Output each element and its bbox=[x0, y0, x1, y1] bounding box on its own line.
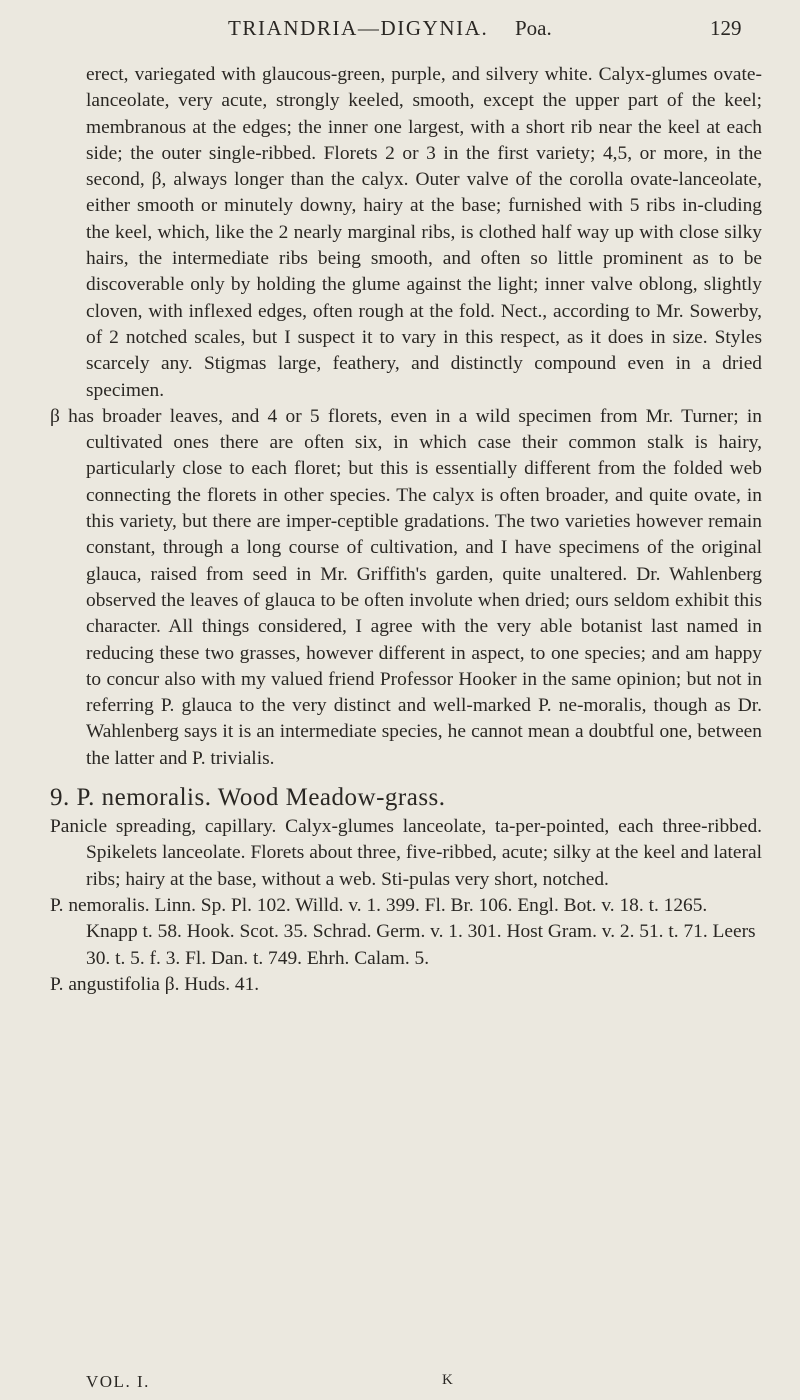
species-heading: 9. P. nemoralis. Wood Meadow-grass. bbox=[50, 784, 446, 812]
synonymy-citation: P. angustifolia β. Huds. 41. bbox=[50, 973, 260, 995]
body-text bbox=[50, 62, 762, 998]
page-footer bbox=[86, 1372, 453, 1396]
paragraph-continuation: erect, variegated with glaucous-green, purple, and silvery white. Calyx-glumes ovate-lanceolate, very acute, strongly keeled, smooth, except the upper part of the keel; membranous at the edges; the inner one largest, with a short rib near the keel at each side; the outer single-ribbed. Florets 2 or 3 in the first variety; 4,5, or more, in the second, β, always longer than the calyx. Outer valve of the corolla ovate-lanceolate, either smooth or minutely downy, hairy at the base; furnished with 5 ribs in-cluding the keel, which, like the 2 nearly marginal ribs, is clothed half way up with close silky hairs, the intermediate ribs being smooth, and often so little prominent as to be discoverable only by holding the glume against the light; inner valve oblong, slightly cloven, with inflexed edges, often rough at the fold. Nect., according to Mr. Sowerby, of 2 notched scales, but I suspect it to vary in this respect, as it does in size. Styles scarcely any. Stigmas large, feathery, and distinctly compound even in a dried specimen. bbox=[86, 64, 762, 401]
running-head-genus: Poa. bbox=[515, 16, 552, 40]
volume-label: VOL. I. bbox=[86, 1372, 150, 1391]
species-description: Panicle spreading, capillary. Calyx-glumes lanceolate, ta-per-pointed, each three-ribbed. Spikelets lanceolate. Florets about three, five-ribbed, acute; silky at the keel and lateral ribs; hairy at the base, without a web. Sti-pulas very short, notched. bbox=[50, 816, 762, 890]
paragraph-variety-beta: β has broader leaves, and 4 or 5 florets, even in a wild specimen from Mr. Turner; in cultivated ones there are often six, in which case their common stalk is hairy, particularly close to each floret; but this is essentially different from the folded web connecting the florets in other species. The calyx is often broader, and quite ovate, in this variety, but there are imper-ceptible gradations. The two varieties however remain constant, through a long course of cultivation, and I have specimens of the original glauca, raised from seed in Mr. Griffith's garden, quite unaltered. Dr. Wahlenberg observed the leaves of glauca to be often involute when dried; ours seldom exhibit this character. All things considered, I agree with the very able botanist last named in reducing these two grasses, however different in aspect, to one species; and am happy to concur also with my valued friend Professor Hooker in the same opinion; but not in referring P. glauca to the very distinct and well-marked P. ne-moralis, though as Dr. Wahlenberg says it is an intermediate species, he cannot mean a doubtful one, between the latter and P. trivialis. bbox=[50, 405, 762, 769]
running-head-title: TRIANDRIA—DIGYNIA. bbox=[228, 16, 489, 40]
page-number: 129 bbox=[710, 16, 742, 40]
synonymy-citation: P. nemoralis. Linn. Sp. Pl. 102. Willd. v. 1. 399. Fl. Br. 106. Engl. Bot. v. 18. t. 1265. Knapp t. 58. Hook. Scot. 35. Schrad. Germ. v. 1. 301. Host Gram. v. 2. 51. t. 71. Leers 30. t. 5. f. 3. Fl. Dan. t. 749. Ehrh. Calam. 5. bbox=[50, 894, 756, 969]
signature-mark: K bbox=[442, 1372, 453, 1388]
running-head bbox=[0, 16, 800, 50]
